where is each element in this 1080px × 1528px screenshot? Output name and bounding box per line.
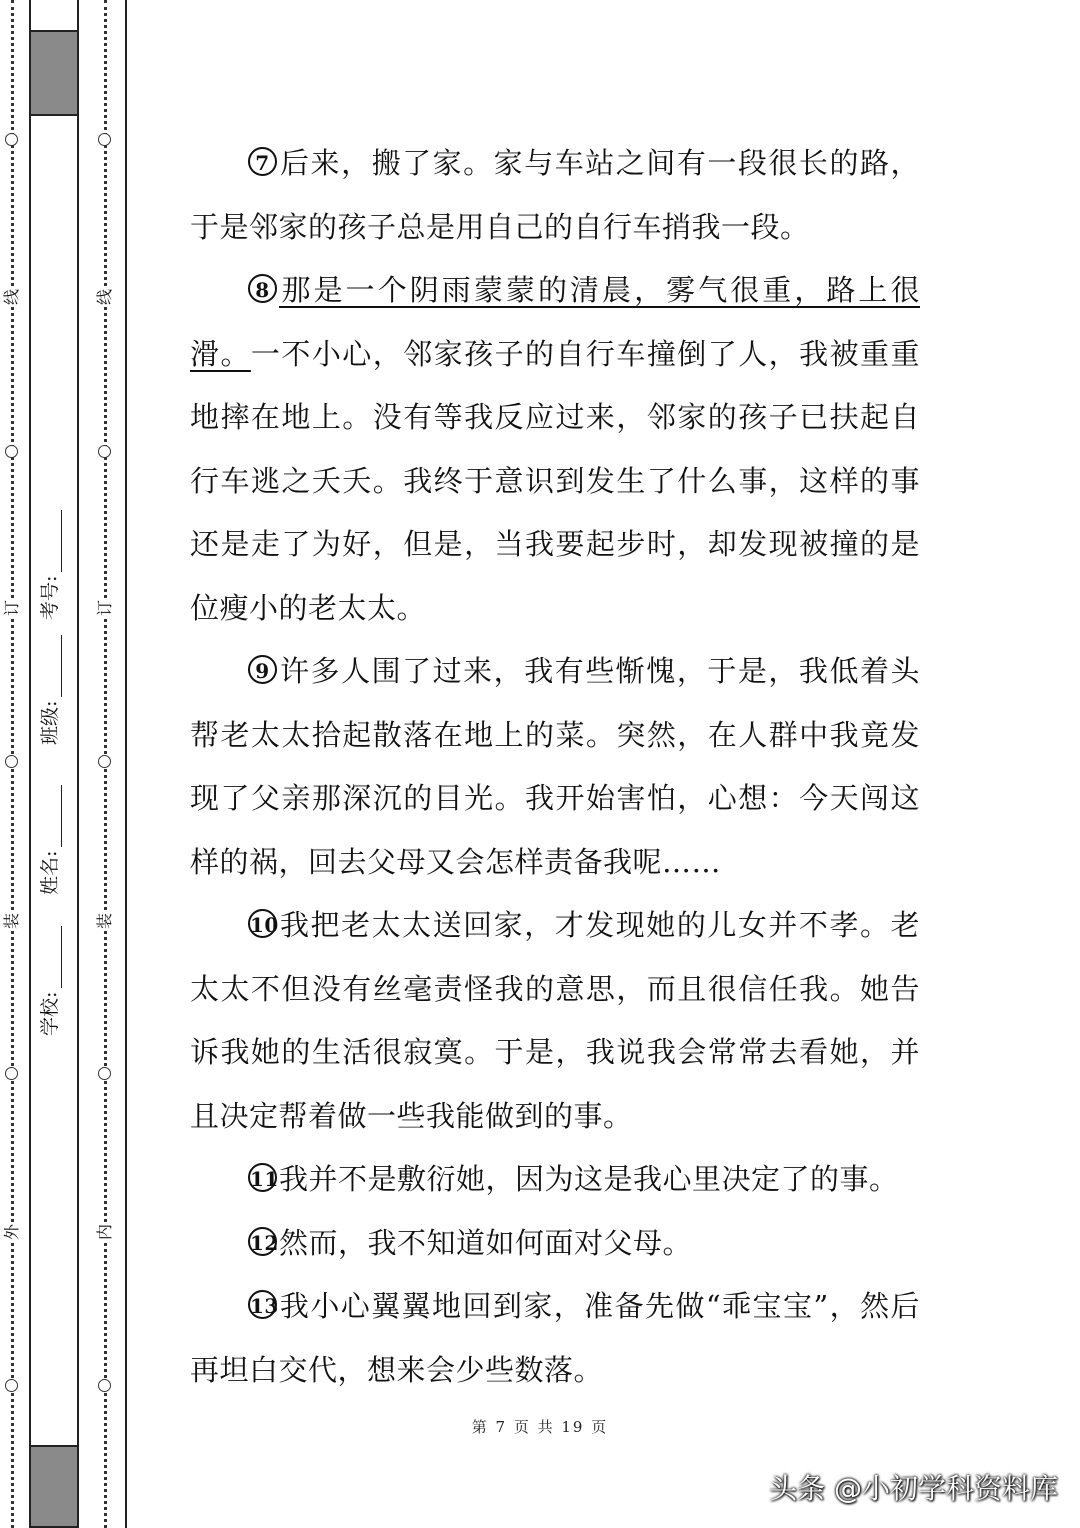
paragraph-text: 许多人围了过来，我有些惭愧，于是，我低着头帮老太太拾起散落在地上的菜。突然，在人群中我竟发现了父亲那深沉的目光。我开始害怕，心想：今天闯这样的祸，回去父母又会怎样责备我呢…… (190, 654, 920, 879)
paragraph-12 (190, 1212, 920, 1276)
binding-circle (98, 445, 111, 458)
paragraph-number: 13 (248, 1290, 277, 1319)
paragraph-number: 10 (248, 909, 277, 938)
binding-strip (0, 0, 130, 1528)
paragraph-number: 8 (248, 274, 277, 303)
paragraph-text: 我并不是敷衍她，因为这是我心里决定了的事。 (279, 1162, 899, 1196)
paragraph-number: 9 (248, 655, 277, 684)
paragraph-number: 12 (248, 1227, 277, 1256)
class-blank[interactable] (43, 635, 62, 697)
paragraph-number: 11 (248, 1163, 277, 1192)
outer-mark-bind: 订 (2, 600, 21, 617)
binding-gray-top (29, 30, 79, 116)
school-label: 学校: (39, 991, 61, 1036)
binding-circle (98, 1379, 111, 1392)
binding-circle (98, 133, 111, 146)
inner-mark-bind: 订 (95, 600, 114, 617)
class-field (35, 635, 62, 745)
paragraph-text: 我把老太太送回家，才发现她的儿女并不孝。老太太不但没有丝毫责怪我的意思，而且很信任我。她告诉我她的生活很寂寞。于是，我说我会常常去看她，并且决定帮着做一些我能做到的事。 (190, 908, 920, 1133)
inner-mark-line: 线 (95, 289, 114, 306)
exam-number-blank[interactable] (43, 510, 62, 572)
binding-circle (5, 755, 18, 768)
name-label: 姓名: (39, 850, 61, 895)
paragraph-8 (190, 259, 920, 640)
binding-right-line (125, 0, 127, 1528)
outer-mark-line: 线 (2, 289, 21, 306)
name-field (35, 785, 62, 895)
binding-circle (5, 133, 18, 146)
page-footer: 第 7 页 共 19 页 (471, 1418, 609, 1436)
binding-circle (98, 1067, 111, 1080)
school-blank[interactable] (43, 926, 62, 988)
binding-circle (5, 1067, 18, 1080)
paragraph-text: 一不小心，邻家孩子的自行车撞倒了人，我被重重地摔在地上。没有等我反应过来，邻家的孩子已扶起自行车逃之夭夭。我终于意识到发生了什么事，这样的事还是走了为好，但是，当我要起步时，却发现被撞的是位瘦小的老太太。 (190, 336, 920, 625)
underlined-text: 那是一个阴雨蒙蒙的清晨，雾气很重，路上很滑。 (190, 273, 920, 371)
watermark: 头条 @小初学科资料库 (769, 1472, 1058, 1505)
paragraph-11 (190, 1148, 920, 1212)
binding-box (29, 0, 79, 1528)
paragraph-text: 然而，我不知道如何面对父母。 (279, 1225, 693, 1260)
class-label: 班级: (39, 700, 61, 745)
paragraph-13 (190, 1275, 920, 1402)
exam-number-label: 考号: (39, 575, 61, 620)
name-blank[interactable] (43, 785, 62, 847)
paragraph-number: 7 (248, 147, 277, 176)
exam-number-field (35, 510, 62, 620)
paragraph-text: 后来，搬了家。家与车站之间有一段很长的路，于是邻家的孩子总是用自己的自行车捎我一段。 (190, 146, 920, 244)
passage (190, 132, 920, 1402)
binding-circle (5, 445, 18, 458)
binding-gray-bottom (29, 1445, 79, 1528)
school-field (35, 926, 62, 1036)
inner-mark-staple: 装 (95, 913, 114, 930)
paragraph-7 (190, 132, 920, 259)
paragraph-text: 我小心翼翼地回到家，准备先做“乖宝宝”，然后再坦白交代，想来会少些数落。 (190, 1289, 920, 1387)
paragraph-9 (190, 640, 920, 894)
outer-mark-outside: 外 (2, 1224, 21, 1241)
binding-circle (5, 1379, 18, 1392)
paragraph-10 (190, 894, 920, 1148)
binding-circle (98, 755, 111, 768)
outer-mark-staple: 装 (2, 913, 21, 930)
inner-mark-inside: 内 (95, 1224, 114, 1241)
